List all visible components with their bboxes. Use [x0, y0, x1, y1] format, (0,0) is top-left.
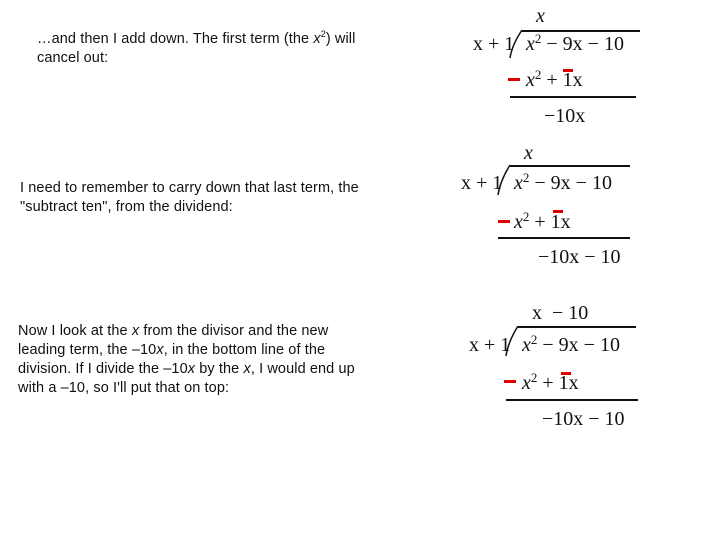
quotient: x [536, 5, 545, 27]
step-1-text-sup: 2 [320, 29, 326, 39]
step-3-text: Now I look at the x from the divisor and the new leading term, the –10x, in the bottom line of the division. If I divide the –10x by the x, I would end up with a –10, so I'll put that on top: [18, 323, 355, 396]
divisor: x + 1 [461, 172, 503, 194]
step-3-long-division [466, 303, 656, 433]
dividend: $x^2 - 9x - 10$ [522, 332, 620, 356]
subtrahend: $x^2 + 1x$ [522, 370, 579, 394]
minus-sign-red [508, 78, 520, 81]
divisor: x + 1 [469, 334, 511, 356]
division-bar [518, 326, 636, 328]
step-1-text-part: …and then I add down. The first term (the [37, 31, 314, 47]
subtrahend: $x^2 + 1x$ [514, 209, 571, 233]
step-1-text [37, 30, 387, 68]
dividend: $x^2 - 9x - 10$ [514, 170, 612, 194]
quotient: x [524, 142, 533, 164]
step-1-long-division [470, 6, 650, 126]
divisor: x + 1 [473, 33, 515, 55]
remainder: −10x − 10 [542, 408, 625, 430]
minus-sign-red [498, 220, 510, 223]
division-bar [510, 165, 630, 167]
quotient: x − 10 [532, 302, 589, 324]
remainder: −10x − 10 [538, 246, 621, 268]
subtrahend: $x^2 + 1x$ [526, 67, 583, 91]
step-2-text: I need to remember to carry down that last term, the "subtract ten", from the dividend: [20, 180, 359, 215]
subtraction-bar [506, 399, 638, 401]
subtraction-bar [510, 96, 636, 98]
remainder: −10x [544, 105, 586, 127]
minus-sign-red [504, 380, 516, 383]
step-2-long-division [458, 143, 648, 273]
dividend: $x^2 - 9x - 10$ [526, 31, 624, 55]
subtraction-bar [498, 237, 630, 239]
step-1-text-var: x [313, 31, 321, 47]
step-1-text-part: ) will cancel out: [37, 31, 356, 66]
